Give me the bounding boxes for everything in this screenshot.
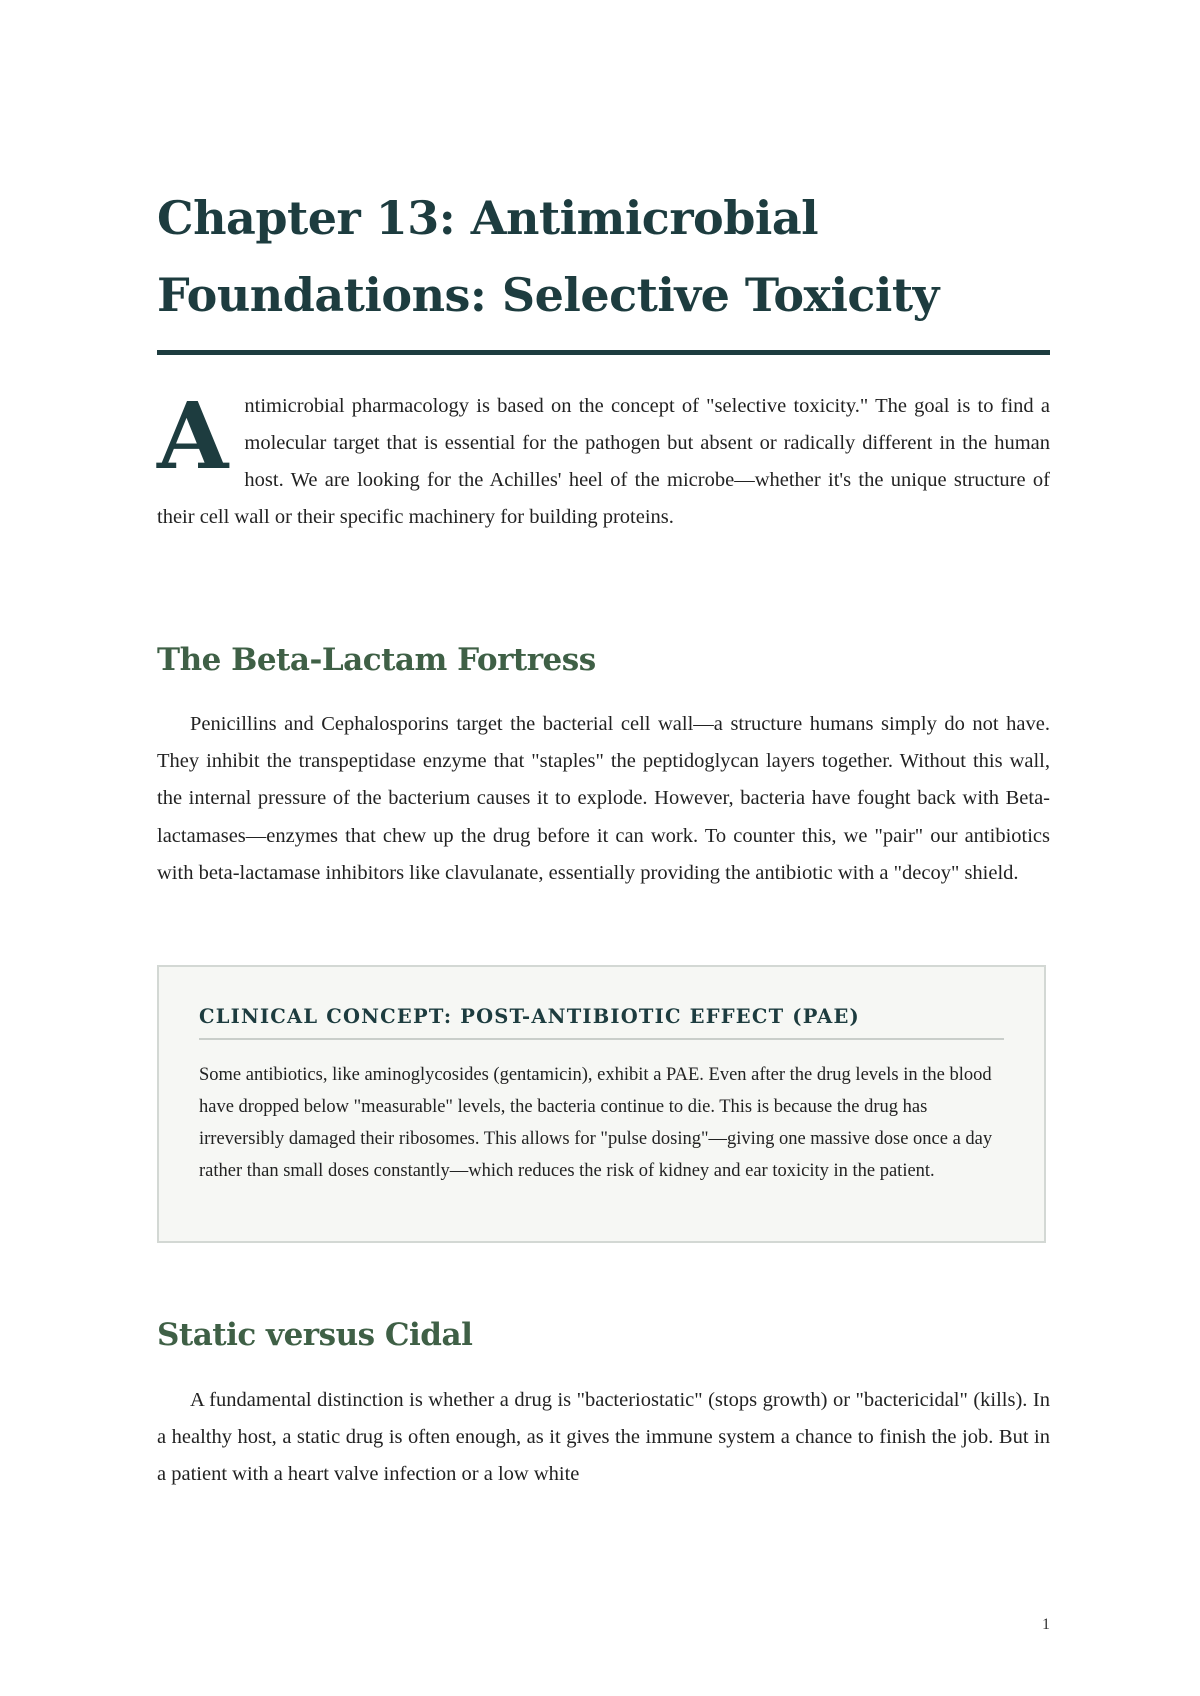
callout-divider <box>199 1038 1004 1040</box>
callout-title: CLINICAL CONCEPT: POST-ANTIBIOTIC EFFECT (PAE) <box>199 1005 860 1028</box>
section-body-beta-lactam: Penicillins and Cephalosporins target the bacterial cell wall—a structure humans simply do not have. They inhibit the transpeptidase enzyme that "staples" the peptidoglycan layers together. Without this wall, the internal pressure of the bacterium causes it to explode. However, bacteria have fought back with Beta-lactamases—enzymes that chew up the drug before it can work. To counter this, we "pair" our antibiotics with beta-lactamase inhibitors like clavulanate, essentially providing the antibiotic with a "decoy" shield. <box>157 713 1050 884</box>
chapter-title: Chapter 13: Antimicrobial Foundations: Selective Toxicity <box>157 191 939 322</box>
document-page <box>157 0 1050 1696</box>
title-divider <box>157 350 1050 355</box>
intro-text: ntimicrobial pharmacology is based on the concept of "selective toxicity." The goal is to find a molecular target that is essential for the pathogen but absent or radically different in the human host. We are looking for the Achilles' heel of the microbe—whether it's the unique structure of their cell wall or their specific machinery for building proteins. <box>157 395 1050 528</box>
section-heading-beta-lactam: The Beta-Lactam Fortress <box>157 642 596 678</box>
intro-paragraph <box>157 382 1050 536</box>
callout-text: Some antibiotics, like aminoglycosides (gentamicin), exhibit a PAE. Even after the drug levels in the blood have dropped below "measurable" levels, the bacteria continue to die. This is because the drug has irreversibly damaged their ribosomes. This allows for "pulse dosing"—giving one massive dose once a day rather than small doses constantly—which reduces the risk of kidney and ear toxicity in the patient. <box>199 1065 993 1181</box>
section-heading-static-cidal: Static versus Cidal <box>157 1317 473 1353</box>
drop-cap: A <box>157 382 229 490</box>
clinical-concept-callout <box>157 965 1046 1243</box>
page-number: 1 <box>1042 1616 1050 1633</box>
section-body-static-cidal: A fundamental distinction is whether a drug is "bacteriostatic" (stops growth) or "bactericidal" (kills). In a healthy host, a static drug is often enough, as it gives the immune system a chance to finish the job. But in a patient with a heart valve infection or a low white <box>157 1389 1050 1486</box>
